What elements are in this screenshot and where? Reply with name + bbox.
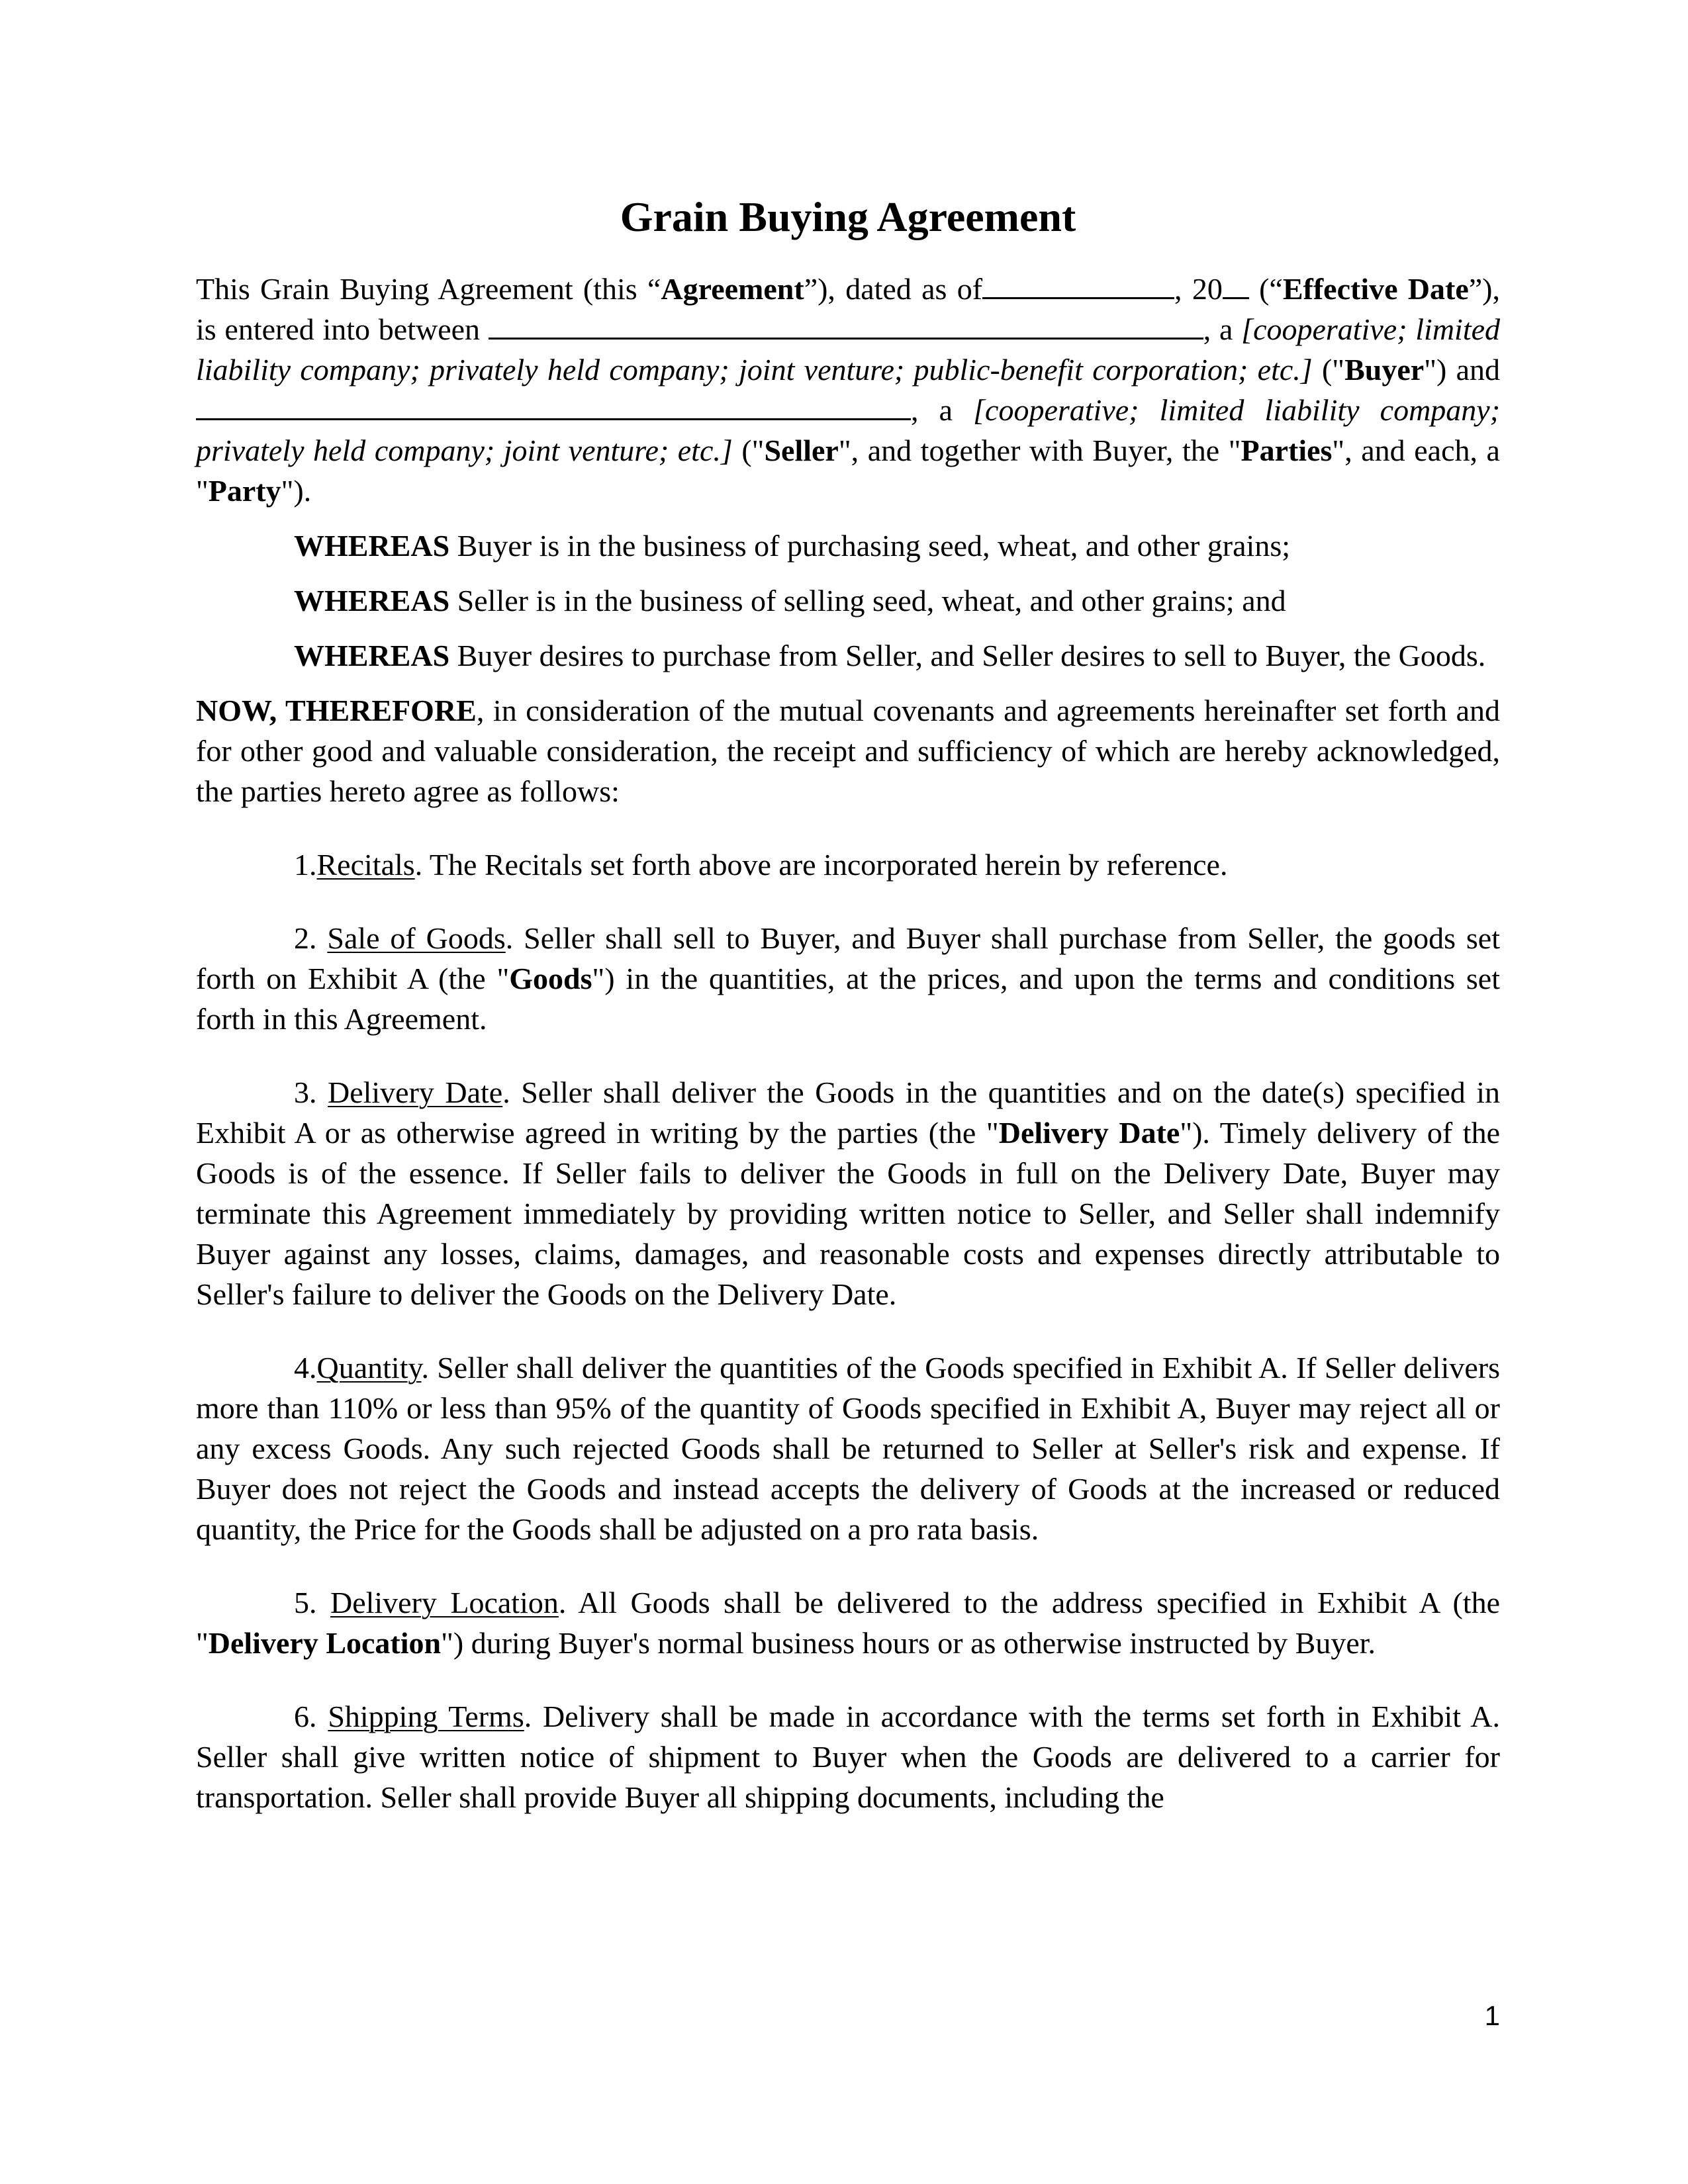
clause-shipping-terms (196, 1696, 1500, 1817)
whereas-clause (294, 635, 1500, 676)
clause-heading: Delivery Location (330, 1586, 559, 1619)
clause-delivery-location (196, 1582, 1500, 1663)
now-therefore-lead: NOW, THEREFORE (196, 694, 477, 727)
year-blank (1223, 272, 1249, 299)
defined-term-seller: Seller (764, 433, 839, 467)
defined-term-effective-date: Effective Date (1282, 272, 1469, 306)
whereas-clause (294, 580, 1500, 621)
defined-term-delivery-location: Delivery Location (208, 1626, 442, 1660)
clause-number: 2. (294, 921, 317, 955)
whereas-text: Buyer is in the business of purchasing seed, wheat, and other grains; (449, 529, 1291, 563)
clause-number: 1. (294, 848, 317, 882)
intro-text: ", and together with Buyer, the " (838, 433, 1241, 467)
intro-paragraph (196, 269, 1500, 511)
clause-text: . Seller shall deliver the Goods in the quantities and on the date(s) specified in Exhibit A or as otherwise agreed in writing by the parties (the " (196, 1075, 1500, 1150)
intro-text: ”), is entered into between (196, 272, 1500, 346)
intro-text: ”), dated as of (804, 272, 983, 306)
whereas-clause (294, 525, 1500, 566)
clause-text: ") during Buyer's normal business hours or as otherwise instructed by Buyer. (441, 1626, 1376, 1660)
defined-term-parties: Parties (1241, 433, 1333, 467)
intro-text: (" (732, 433, 765, 467)
intro-text: , a (1203, 312, 1233, 346)
defined-term-buyer: Buyer (1344, 353, 1425, 387)
whereas-lead: WHEREAS (294, 529, 450, 563)
clause-text: . The Recitals set forth above are incorporated herein by reference. (414, 848, 1228, 882)
clause-text: "). Timely delivery of the Goods is of the essence. If Seller fails to deliver the Goods in full on the Delivery Date, Buyer may terminate this Agreement immediately by providing written notice to Seller, and Seller shall indemnify Buyer against any losses, claims, damages, and reasonable costs and expenses directly attributable to Seller's failure to deliver the Goods on the Delivery Date. (196, 1116, 1501, 1311)
buyer-name-blank (489, 312, 1203, 340)
intro-text: This Grain Buying Agreement (this “ (196, 272, 661, 306)
clause-heading: Quantity (316, 1351, 422, 1385)
clause-heading: Delivery Date (327, 1075, 503, 1109)
defined-term-party: Party (208, 474, 281, 508)
intro-text: "). (281, 474, 312, 508)
whereas-lead: WHEREAS (294, 639, 450, 672)
clause-heading: Sale of Goods (327, 921, 506, 955)
intro-text: , 20 (1174, 272, 1223, 306)
document-body (196, 192, 1500, 1850)
clause-quantity (196, 1347, 1500, 1549)
whereas-lead: WHEREAS (294, 584, 450, 617)
clause-delivery-date (196, 1072, 1500, 1314)
intro-text: ", and each, a " (196, 433, 1500, 508)
clause-heading: Shipping Terms (328, 1700, 524, 1733)
defined-term-agreement: Agreement (661, 272, 804, 306)
clause-text: . All Goods shall be delivered to the address specified in Exhibit A (the " (196, 1586, 1500, 1660)
date-blank (982, 272, 1174, 299)
clause-number: 3. (294, 1075, 317, 1109)
clause-number: 6. (294, 1700, 317, 1733)
intro-text: (“ (1248, 272, 1283, 306)
whereas-text: Seller is in the business of selling seed, wheat, and other grains; and (449, 584, 1286, 617)
whereas-text: Buyer desires to purchase from Seller, and Seller desires to sell to Buyer, the Goods. (449, 639, 1486, 672)
defined-term-goods: Goods (509, 962, 592, 995)
clause-recitals (196, 844, 1500, 885)
seller-entity-types: [cooperative; limited liability company; privately held company; joint venture; etc.] (196, 393, 1501, 467)
document-title: Grain Buying Agreement (620, 193, 1076, 240)
clause-number: 4. (294, 1351, 317, 1385)
now-therefore-paragraph (196, 690, 1500, 811)
clause-heading: Recitals (316, 848, 415, 882)
intro-text: (" (1312, 353, 1345, 387)
clause-text: ") in the quantities, at the prices, and upon the terms and conditions set forth in this Agreement. (196, 962, 1500, 1036)
clause-number: 5. (294, 1586, 317, 1619)
clause-text: . Delivery shall be made in accordance with the terms set forth in Exhibit A. Seller shall give written notice of shipment to Buyer when the Goods are delivered to a carrier for transportation. Seller shall provide Buyer all shipping documents, including the (196, 1700, 1500, 1814)
seller-name-blank (196, 393, 911, 420)
clause-text: . Seller shall deliver the quantities of the Goods specified in Exhibit A. If Seller delivers more than 110% or less than 95% of the quantity of Goods specified in Exhibit A, Buyer may reject all or any excess Goods. Any such rejected Goods shall be returned to Seller at Seller's risk and expense. If Buyer does not reject the Goods and instead accepts the delivery of Goods at the increased or reduced quantity, the Price for the Goods shall be adjusted on a pro rata basis. (196, 1351, 1500, 1546)
page-number: 1 (1484, 2000, 1500, 2031)
buyer-entity-types: [cooperative; limited liability company; privately held company; joint venture; public-benefit corporation; etc.] (196, 312, 1501, 387)
intro-text: ") and (1424, 353, 1500, 387)
defined-term-delivery-date: Delivery Date (998, 1116, 1180, 1150)
clause-sale-of-goods (196, 918, 1500, 1039)
intro-text: , a (911, 393, 953, 427)
now-therefore-text: , in consideration of the mutual covenants and agreements hereinafter set forth and for other good and valuable consideration, the receipt and sufficiency of which are hereby acknowledged, the parties hereto agree as follows: (196, 694, 1500, 808)
clause-text: . Seller shall sell to Buyer, and Buyer shall purchase from Seller, the goods set forth on Exhibit A (the " (196, 921, 1501, 995)
